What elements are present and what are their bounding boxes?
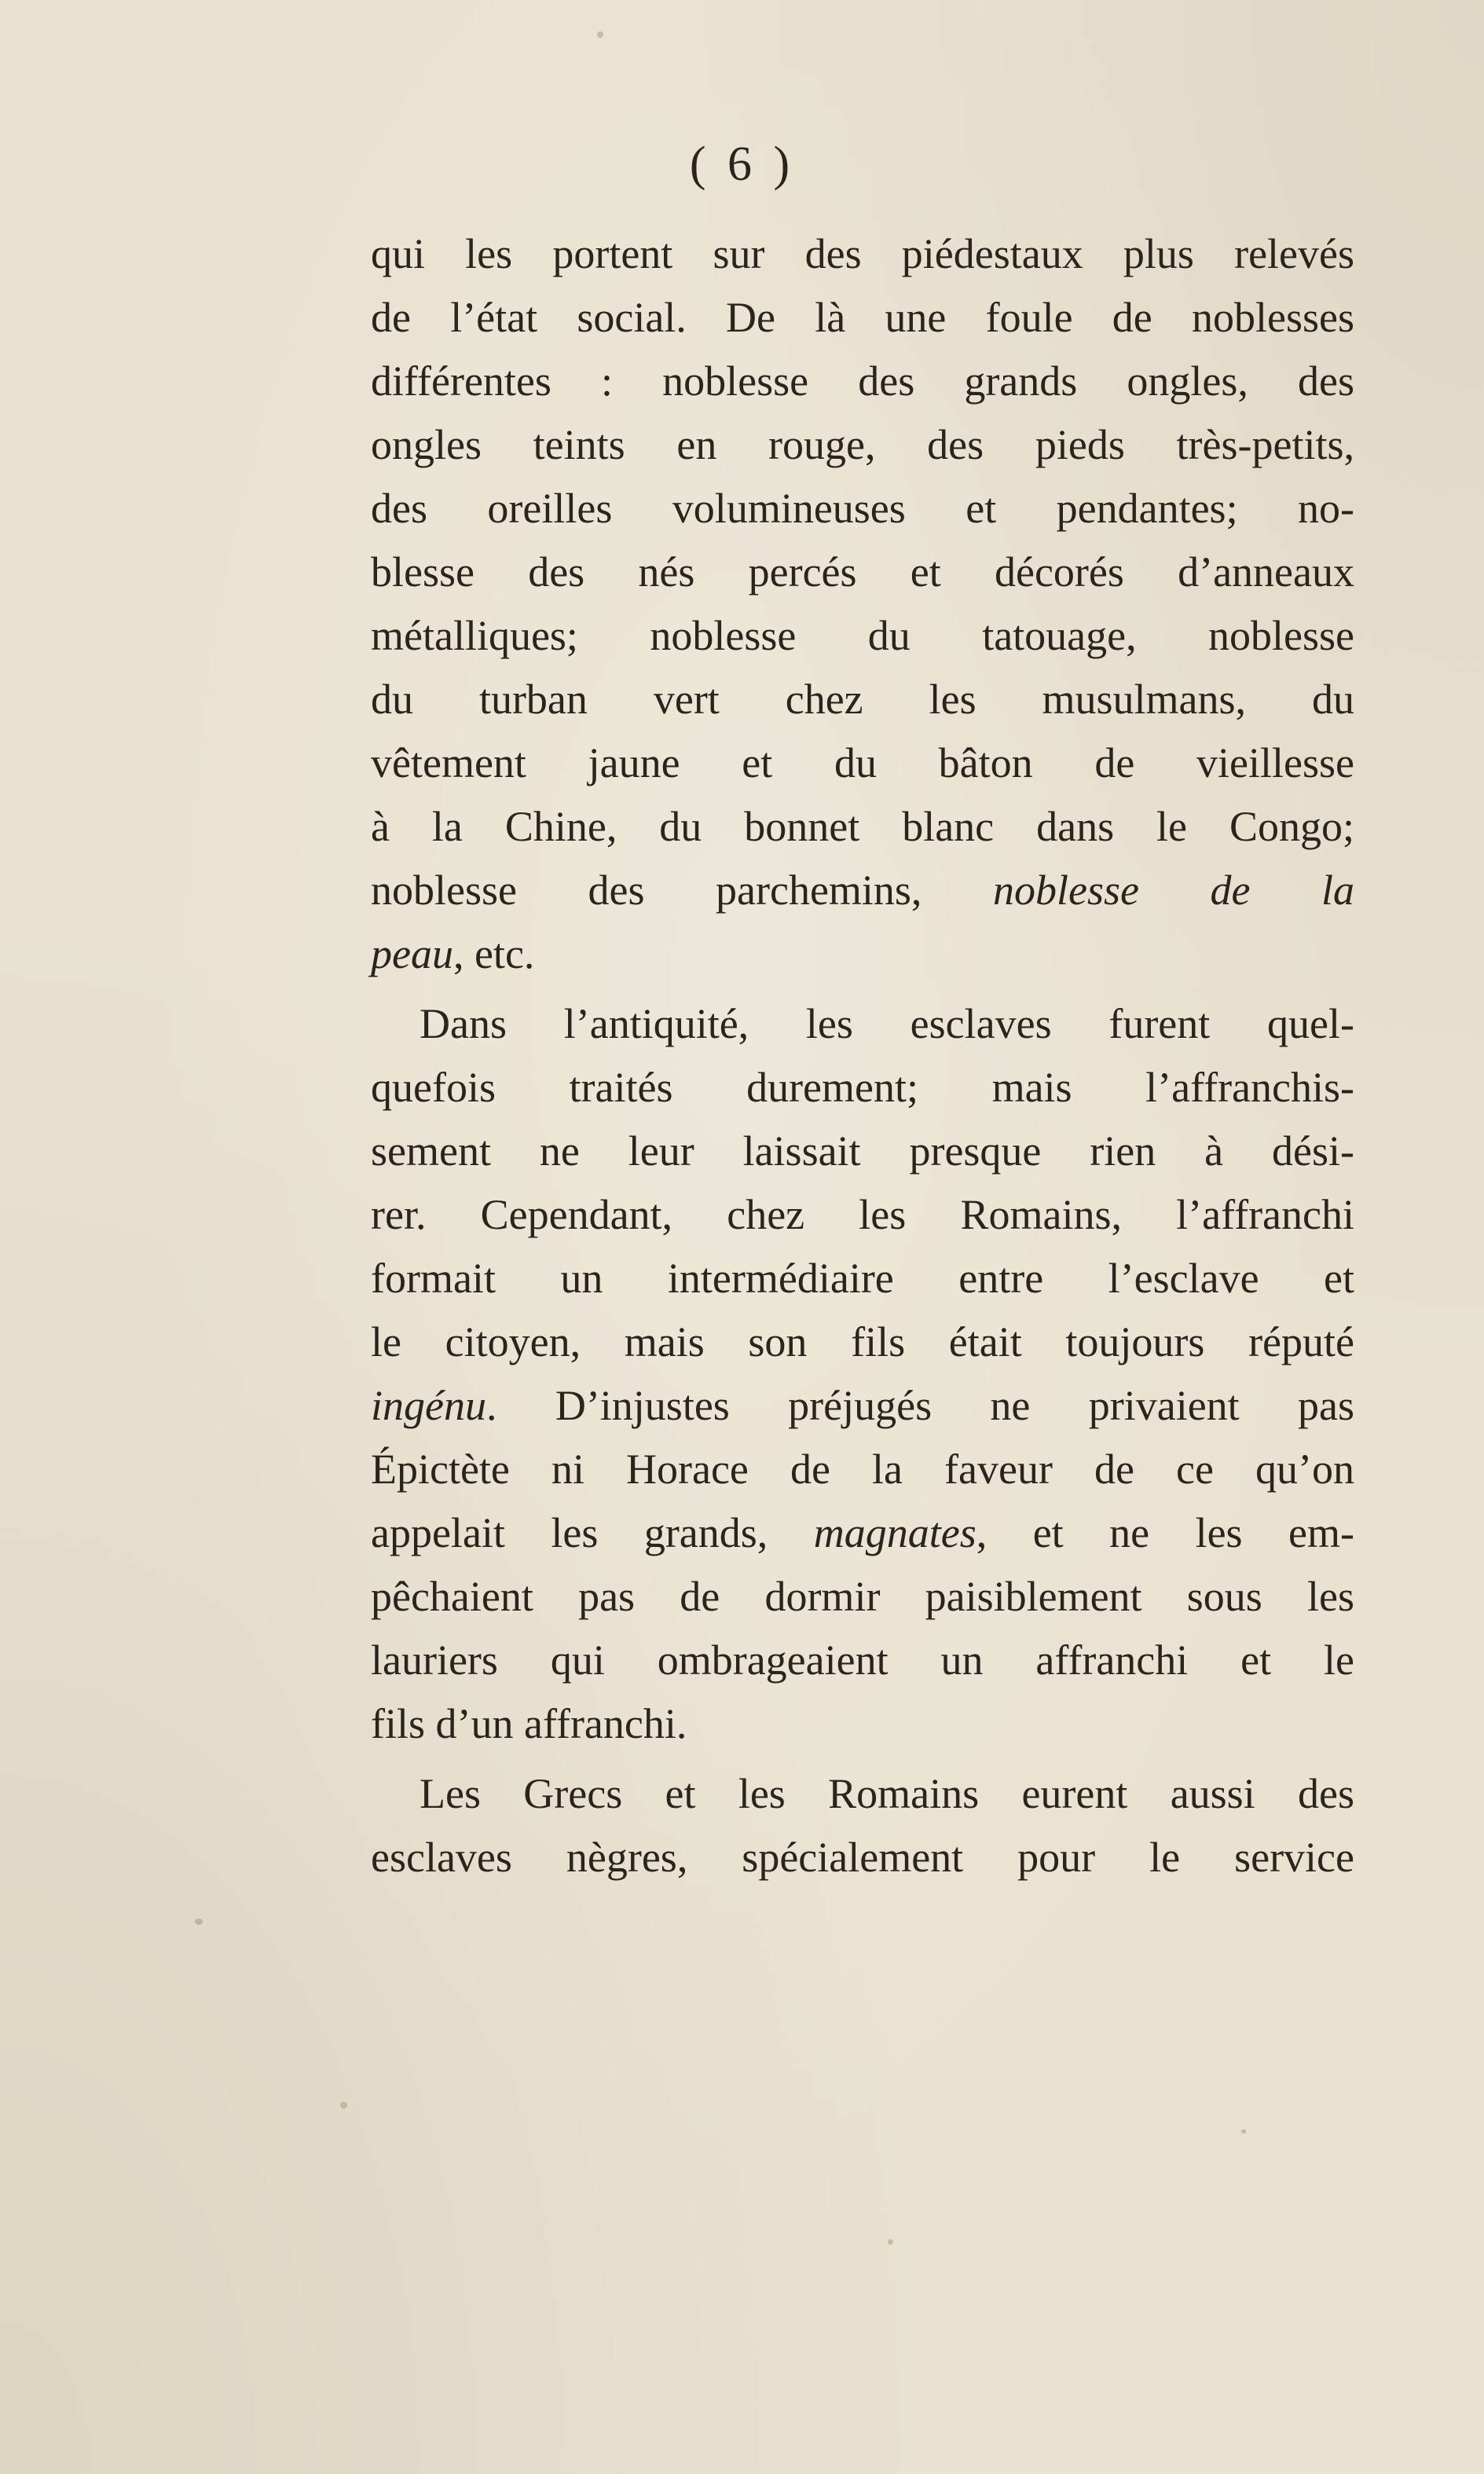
text-line: métalliques; noblesse du tatouage, noblesse: [371, 612, 1354, 659]
text-line: appelait les grands, magnates, et ne les em-: [371, 1509, 1354, 1556]
text-line: ingénu. D’injustes préjugés ne privaient pas: [371, 1382, 1354, 1429]
paper-speck: [340, 2102, 347, 2109]
text-line: rer. Cependant, chez les Romains, l’affranchi: [371, 1191, 1354, 1238]
paragraph-1: [371, 222, 1354, 986]
italic-phrase: noblesse de la: [992, 867, 1354, 914]
text-line: Épictète ni Horace de la faveur de ce qu’on: [371, 1446, 1354, 1493]
text-line: lauriers qui ombrageaient un affranchi et le: [371, 1637, 1354, 1684]
italic-phrase: peau: [371, 930, 453, 977]
paper-speck: [195, 1919, 203, 1925]
body-text: [371, 222, 1354, 1889]
page-number: ( 6 ): [689, 137, 795, 191]
text-line: noblesse des parchemins, noblesse de la: [371, 867, 1354, 914]
text-line: Dans l’antiquité, les esclaves furent quel-: [420, 1000, 1354, 1047]
text-line: pêchaient pas de dormir paisiblement sous les: [371, 1573, 1354, 1620]
text-line: qui les portent sur des piédestaux plus relevés: [371, 230, 1354, 277]
text-line: vêtement jaune et du bâton de vieillesse: [371, 739, 1354, 786]
text-line: ongles teints en rouge, des pieds très-petits,: [371, 421, 1354, 468]
text-line: différentes : noblesse des grands ongles, des: [371, 357, 1354, 405]
text-line: peau, etc.: [371, 930, 535, 977]
text-line: formait un intermédiaire entre l’esclave et: [371, 1255, 1354, 1302]
text-line: des oreilles volumineuses et pendantes; no-: [371, 485, 1354, 532]
text-line: Les Grecs et les Romains eurent aussi des: [420, 1770, 1354, 1817]
text-line: le citoyen, mais son fils était toujours réputé: [371, 1318, 1354, 1365]
paper-speck: [1241, 2129, 1246, 2134]
text-line: sement ne leur laissait presque rien à dési-: [371, 1127, 1354, 1175]
italic-phrase: ingénu: [371, 1382, 486, 1429]
paragraph-2: [371, 992, 1354, 1756]
text-line: de l’état social. De là une foule de noblesses: [371, 294, 1354, 341]
paper-speck: [888, 2239, 893, 2245]
text-line: fils d’un affranchi.: [371, 1700, 687, 1747]
text-line: quefois traités durement; mais l’affranchis-: [371, 1064, 1354, 1111]
text-line: du turban vert chez les musulmans, du: [371, 676, 1354, 723]
italic-phrase: magnates: [813, 1509, 977, 1556]
text-line: à la Chine, du bonnet blanc dans le Congo;: [371, 803, 1354, 850]
paragraph-3: [371, 1762, 1354, 1889]
text-line: esclaves nègres, spécialement pour le service: [371, 1834, 1354, 1881]
text-line: blesse des nés percés et décorés d’anneaux: [371, 548, 1354, 596]
paper-speck: [597, 31, 603, 38]
